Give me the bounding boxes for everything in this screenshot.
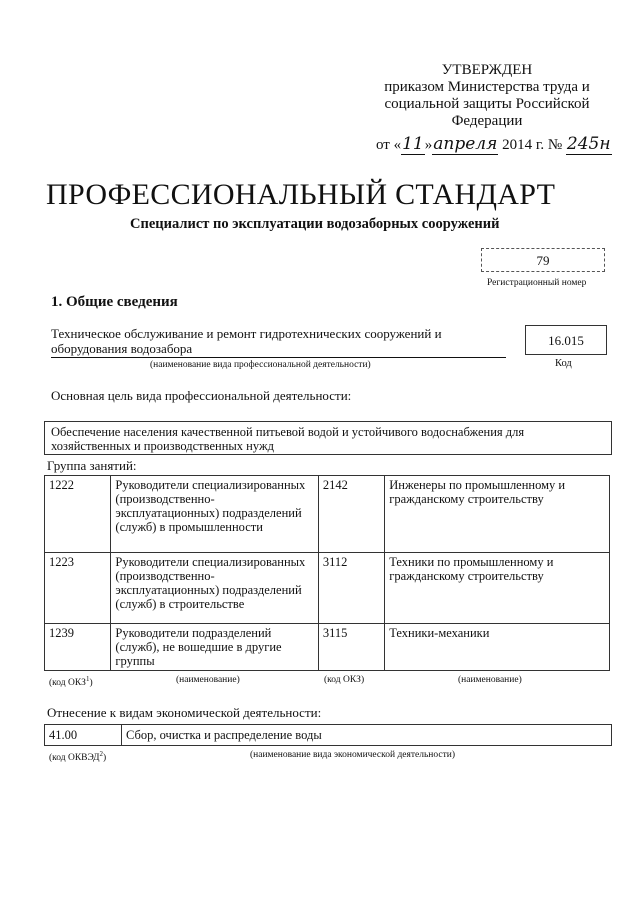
activity-name: Техническое обслуживание и ремонт гидротехнических сооружений и оборудования водозабора [51,326,442,356]
section-heading: 1. Общие сведения [51,294,178,310]
okz-code: 1222 [45,476,111,553]
okz-name: Руководители специализированных (производственно-эксплуатационных) подразделений (служб) в промышленности [111,476,318,553]
okz-name: Руководители специализированных (производственно-эксплуатационных) подразделений (служб) в строительстве [111,553,318,624]
activity-caption: (наименование вида профессиональной деятельности) [150,360,371,370]
activity-underline [51,357,506,358]
order-number: 245н [566,134,611,154]
goal-heading: Основная цель вида профессиональной деятельности: [51,388,352,403]
table-row [45,624,610,671]
okz-name: Техники-механики [385,624,610,671]
okz-code: 2142 [318,476,384,553]
okved-name-caption: (наименование вида экономической деятельности) [250,750,455,760]
okved-code: 41.00 [45,725,122,746]
approval-line-1: УТВЕРЖДЕН [441,62,533,78]
occupation-group-heading: Группа занятий: [47,458,137,473]
okz-name: Инженеры по промышленному и гражданскому строительству [385,476,610,553]
okz-name: Руководители подразделений (служб), не вошедшие в другие группы [111,624,318,671]
approval-line-4: Федерации [451,113,523,129]
date-quote-close: » [424,137,433,153]
table-row [45,476,610,553]
okz-code-caption: (код ОКЗ$^1$) [49,675,93,689]
activity-code-box: 16.015 [525,325,607,355]
okz-code: 1239 [45,624,111,671]
table-row [45,725,612,746]
date-prefix: от « [376,137,402,153]
table-row [45,553,610,624]
occupation-table [44,475,610,671]
registration-number-box: 79 [481,248,605,272]
okz-name: Техники по промышленному и гражданскому строительству [385,553,610,624]
okz-code: 1223 [45,553,111,624]
approval-line-3: социальной защиты Российской [384,96,590,112]
okz-code: 3112 [318,553,384,624]
date-year: 2014 г. № [502,137,563,153]
document-title: ПРОФЕССИОНАЛЬНЫЙ СТАНДАРТ [46,178,556,211]
document-subtitle: Специалист по эксплуатации водозаборных сооружений [130,216,500,232]
okz-name-caption-2: (наименование) [458,675,522,685]
okved-name: Сбор, очистка и распределение воды [122,725,612,746]
approval-block [372,62,602,130]
registration-number-caption: Регистрационный номер [487,278,587,288]
date-day: 11 [402,134,424,154]
approval-date [376,134,612,154]
economic-activity-table [44,724,612,746]
okz-code-caption-2: (код ОКЗ) [324,675,365,685]
activity-code-caption: Код [555,358,572,369]
date-month: апреля [433,134,498,154]
goal-text: Обеспечение населения качественной питьевой водой и устойчивого водоснабжения для хозяйственных и производственных нужд [44,421,612,455]
economic-activity-heading: Отнесение к видам экономической деятельности: [47,705,322,720]
okz-code: 3115 [318,624,384,671]
okved-code-caption: (код ОКВЭД$^2$) [49,750,107,764]
approval-line-2: приказом Министерства труда и [384,79,590,95]
okz-name-caption: (наименование) [176,675,240,685]
